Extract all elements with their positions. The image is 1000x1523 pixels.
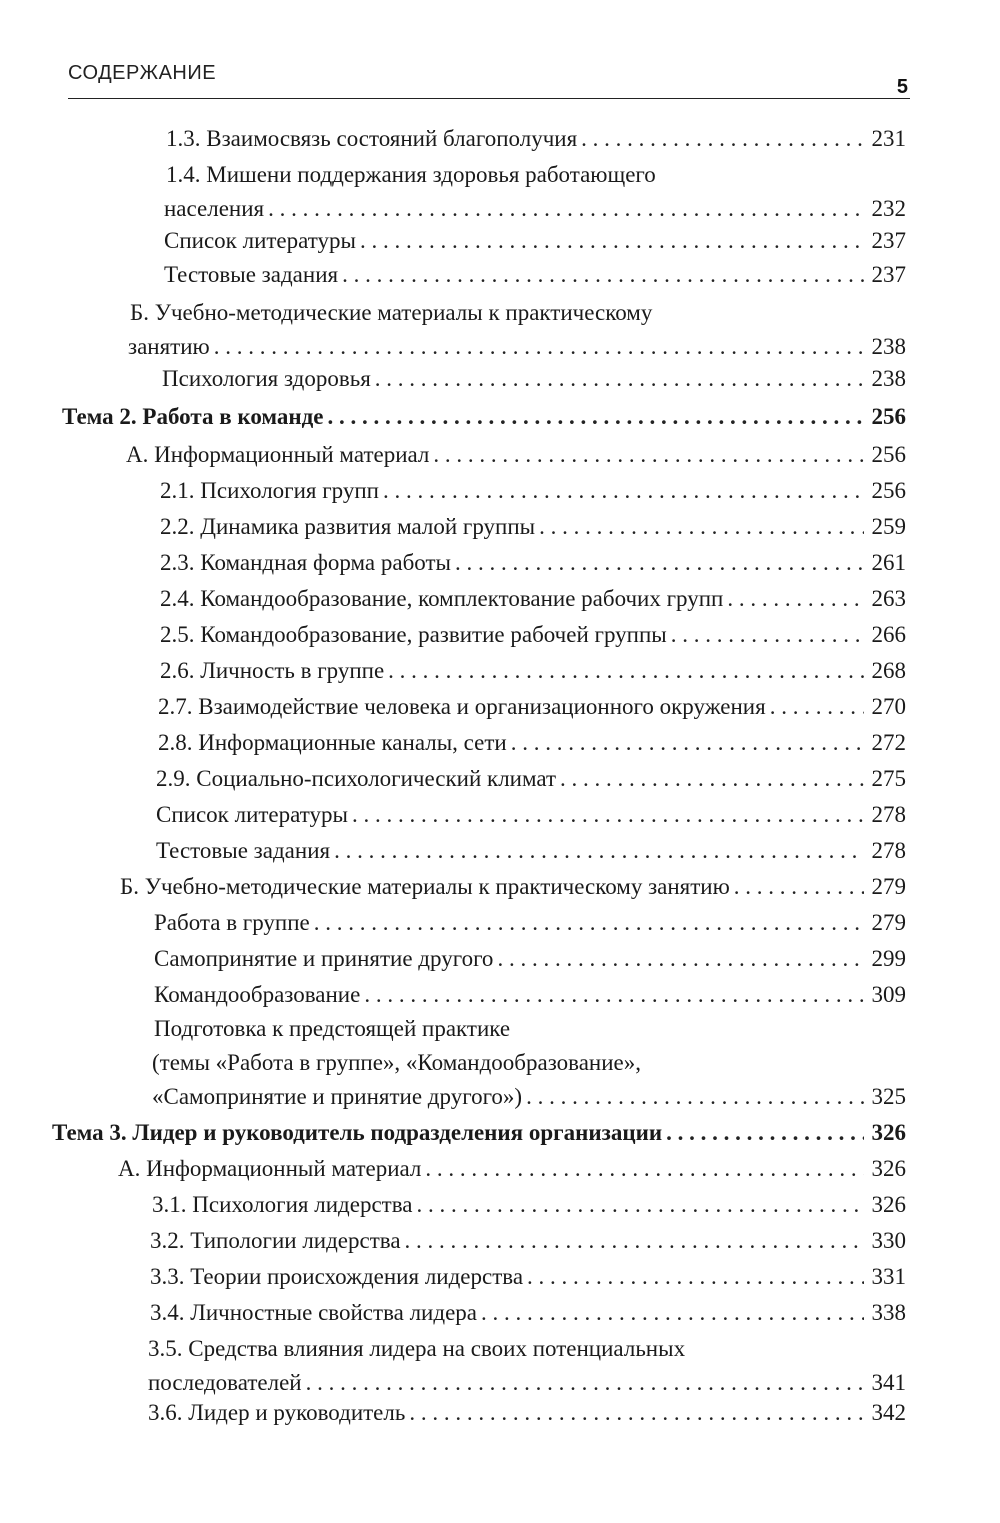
toc-entry [160,654,906,688]
toc-entry-line [156,834,906,868]
toc-entry-title: Работа в группе [154,910,310,935]
dot-leader [364,978,864,1012]
toc-entry-line [164,224,906,258]
toc-entry [148,1332,906,1400]
toc-entry-title: 2.5. Командообразование, развитие рабочей группы [160,622,667,647]
toc-entry-title: Список литературы [164,228,356,253]
toc-entry-line [166,122,906,156]
toc-entry-title: 2.9. Социально-психологический климат [156,766,557,791]
toc-page-number: 259 [871,514,906,539]
dot-leader [383,474,864,508]
dot-leader [770,690,864,724]
toc-entry-line [126,438,906,472]
dot-leader [727,582,864,616]
toc-entry-title: 3.3. Теории происхождения лидерства [150,1264,524,1289]
toc-entry [166,122,906,156]
dot-leader [342,258,864,292]
toc-entry [164,258,906,292]
toc-page-number: 331 [871,1264,906,1289]
toc-entry-line [154,906,906,940]
toc-entry [154,1012,906,1114]
toc-entry-line [162,362,906,396]
toc-entry-title: Психология здоровья [162,366,371,391]
toc-entry-line [156,798,906,832]
dot-leader [497,942,864,976]
toc-entry-title: 1.3. Взаимосвязь состояний благополучия [166,126,578,151]
toc-page-number: 266 [871,622,906,647]
toc-page-number: 237 [871,228,906,253]
page-number: 5 [896,76,908,98]
toc-entry-title: «Самопринятие и принятие другого») [152,1084,523,1109]
dot-leader [375,362,864,396]
toc-page-number: 275 [871,766,906,791]
dot-leader [527,1260,864,1294]
toc-page-number: 330 [871,1228,906,1253]
toc-entry-title: А. Информационный материал [118,1156,422,1181]
dot-leader [334,834,864,868]
toc-entry-line [150,1296,906,1330]
toc-entry [150,1224,906,1258]
toc-entry-title: 2.1. Психология групп [160,478,379,503]
toc-entry-line [148,1332,906,1366]
toc-entry-line [154,978,906,1012]
toc-entry-line [154,942,906,976]
toc-entry-line [160,618,906,652]
dot-leader [671,618,864,652]
toc-entry-line [150,1224,906,1258]
toc-entry-title: Тестовые задания [156,838,331,863]
toc-entry-line [160,582,906,616]
dot-leader [526,1080,864,1114]
toc-page-number: 299 [871,946,906,971]
toc-entry [154,942,906,976]
toc-entry-title: Подготовка к предстоящей практике [154,1016,511,1041]
toc-entry-line [148,1396,906,1430]
toc-page-number: 342 [871,1400,906,1425]
dot-leader [433,438,864,472]
dot-leader [306,1366,864,1400]
toc-page-number: 237 [871,262,906,287]
toc-entry [160,474,906,508]
toc-entry-title: Тема 3. Лидер и руководитель подразделения организации [52,1120,663,1145]
dot-leader [425,1152,864,1186]
dot-leader [511,726,864,760]
toc-entry-title: Командообразование [154,982,361,1007]
toc-entry-line [164,258,906,292]
toc-page-number: 278 [871,838,906,863]
toc-entry-line [152,1188,906,1222]
toc-entry [118,1152,906,1186]
toc-entry [164,224,906,258]
toc-page-number: 256 [871,442,906,467]
toc-entry-line [148,1366,906,1400]
toc-entry [62,400,906,434]
dot-leader [214,330,864,364]
toc-entry [156,798,906,832]
toc-entry [154,978,906,1012]
toc-entry [156,834,906,868]
dot-leader [539,510,864,544]
toc-entry-title: населения [164,196,265,221]
toc-entry-line [118,1152,906,1186]
toc-page-number: 270 [871,694,906,719]
dot-leader [405,1224,864,1258]
toc-entry-title: 3.6. Лидер и руководитель [148,1400,406,1425]
toc-entry [160,618,906,652]
toc-entry-title: занятию [128,334,210,359]
toc-entry-line [160,474,906,508]
toc-page-number: 278 [871,802,906,827]
toc-page-number: 238 [871,334,906,359]
toc-page-number: 326 [871,1120,906,1145]
toc-entry-title: А. Информационный материал [126,442,430,467]
toc-entry-title: последователей [148,1370,302,1395]
toc-entry-line [158,726,906,760]
toc-entry-title: 2.8. Информационные каналы, сети [158,730,507,755]
toc-entry [150,1296,906,1330]
toc-entry [126,438,906,472]
toc-entry-line [52,1116,906,1150]
dot-leader [268,192,864,226]
toc-entry-line [158,690,906,724]
toc-page-number: 232 [871,196,906,221]
toc-entry-title: Тестовые задания [164,262,339,287]
toc-page-number: 256 [871,478,906,503]
toc-entry [160,546,906,580]
toc-entry-title: Б. Учебно-методические материалы к практическому [130,300,653,325]
toc-entry-line [120,870,906,904]
toc-entry-line [160,546,906,580]
toc-page-number: 341 [871,1370,906,1395]
dot-leader [560,762,864,796]
toc-entry [154,906,906,940]
dot-leader [314,906,864,940]
toc-page-number: 268 [871,658,906,683]
running-title: СОДЕРЖАНИЕ [68,62,217,84]
running-header [68,62,910,99]
toc-page-number: 326 [871,1156,906,1181]
toc-entry-line [62,400,906,434]
toc-entry-title: 3.5. Средства влияния лидера на своих потенциальных [148,1336,686,1361]
toc-page-number: 326 [871,1192,906,1217]
dot-leader [455,546,864,580]
dot-leader [409,1396,864,1430]
toc-entry [156,762,906,796]
toc-entry [158,726,906,760]
toc-entry-title: 2.4. Командообразование, комплектование рабочих групп [160,586,724,611]
toc-page-number: 309 [871,982,906,1007]
toc-entry-title: (темы «Работа в группе», «Командообразование», [152,1050,642,1075]
toc-page-number: 256 [871,404,906,429]
toc-entry-line [128,330,906,364]
toc-entry-title: 2.7. Взаимодействие человека и организационного окружения [158,694,766,719]
dot-leader [352,798,864,832]
dot-leader [481,1296,864,1330]
toc-entry [160,510,906,544]
toc-entry-line [152,1046,906,1080]
toc-entry-title: 2.2. Динамика развития малой группы [160,514,536,539]
toc-entry-line [166,158,906,192]
toc-page-number: 279 [871,910,906,935]
toc-entry-line [150,1260,906,1294]
toc-page-number: 325 [871,1084,906,1109]
dot-leader [388,654,864,688]
toc-entry-line [130,296,906,330]
toc-entry-line [156,762,906,796]
dot-leader [328,400,865,434]
toc-entry [152,1188,906,1222]
toc-entry [162,362,906,396]
toc-page-number: 238 [871,366,906,391]
toc-entry [150,1260,906,1294]
toc-entry-title: 2.3. Командная форма работы [160,550,451,575]
toc-entry-title: Список литературы [156,802,348,827]
toc-page-number: 272 [871,730,906,755]
dot-leader [734,870,864,904]
toc-entry [166,158,906,226]
toc-page-number: 338 [871,1300,906,1325]
toc-entry-line [164,192,906,226]
toc-entry [52,1116,906,1150]
toc-entry-title: 3.4. Личностные свойства лидера [150,1300,477,1325]
toc-page-number: 231 [871,126,906,151]
toc-entry-title: 1.4. Мишени поддержания здоровья работающего [166,162,656,187]
toc-entry [120,870,906,904]
toc-entry [160,582,906,616]
toc-entry [130,296,906,364]
dot-leader [360,224,864,258]
toc-entry-title: 3.1. Психология лидерства [152,1192,413,1217]
toc-entry-line [154,1012,906,1046]
toc-page-number: 279 [871,874,906,899]
toc-entry-line [160,510,906,544]
toc-entry-title: Б. Учебно-методические материалы к практическому занятию [120,874,730,899]
toc-entry [158,690,906,724]
dot-leader [416,1188,864,1222]
toc-entry-title: 2.6. Личность в группе [160,658,385,683]
toc-entry-title: Самопринятие и принятие другого [154,946,494,971]
dot-leader [581,122,864,156]
toc-page-number: 263 [871,586,906,611]
toc-entry-title: 3.2. Типологии лидерства [150,1228,401,1253]
toc-entry-title: Тема 2. Работа в команде [62,404,324,429]
toc-entry-line [160,654,906,688]
toc-entry-line [152,1080,906,1114]
toc-page-number: 261 [871,550,906,575]
dot-leader [666,1116,864,1150]
toc-entry [148,1396,906,1430]
